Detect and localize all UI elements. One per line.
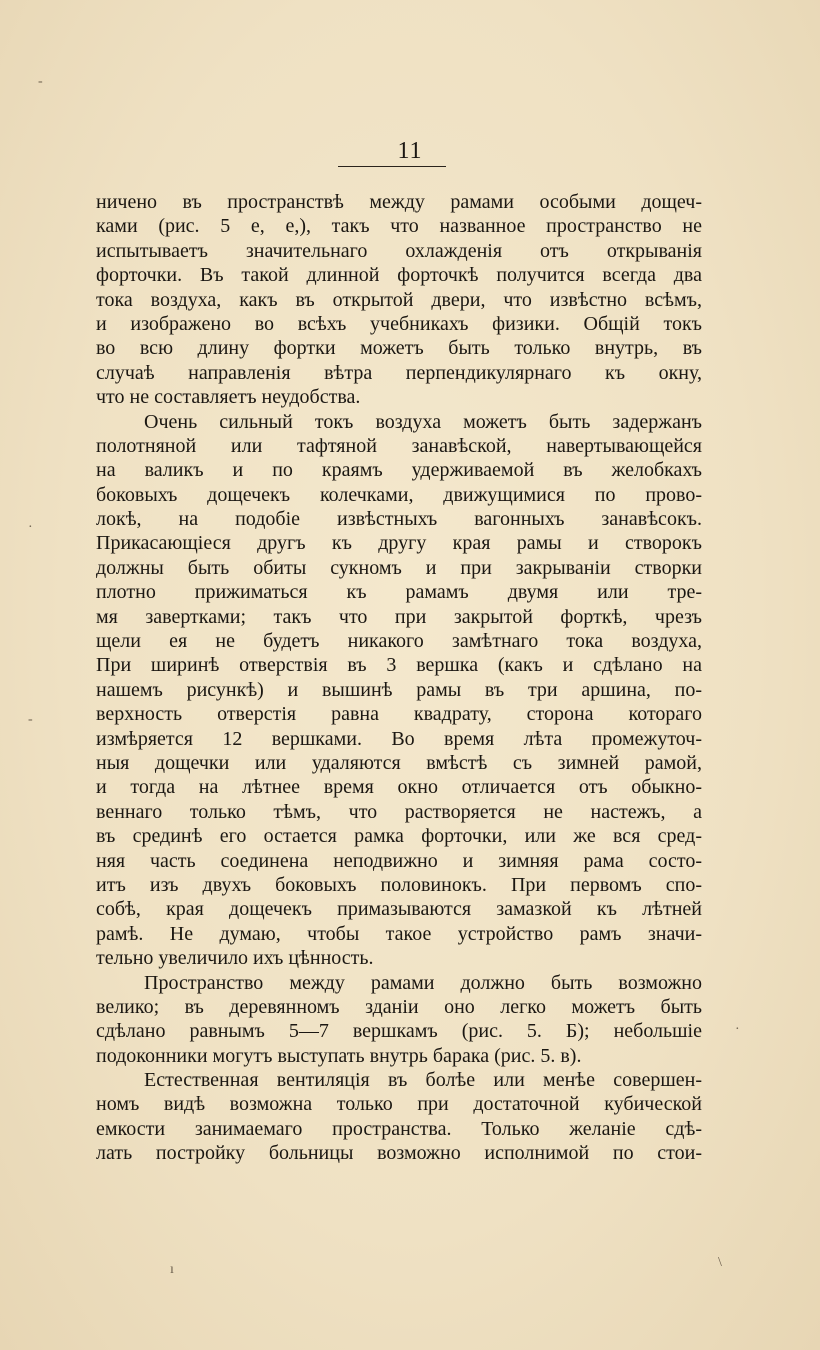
text-line: ныя дощечки или удаляются вмѣстѣ съ зимней рамой, (96, 751, 702, 774)
text-line: номъ видѣ возможна только при достаточной кубической (96, 1093, 702, 1116)
text-line: ками (рис. 5 е, е,), такъ что названное пространство не (96, 215, 702, 238)
text-line: рамѣ. Не думаю, чтобы такое устройство рамъ значи- (96, 922, 702, 945)
text-line: мя завертками; такъ что при закрытой форткѣ, чрезъ (96, 605, 702, 628)
speck-mark: ı (170, 1262, 174, 1277)
text-line: и изображено во всѣхъ учебникахъ физики. Общій токъ (96, 312, 702, 335)
text-line: веннаго только тѣмъ, что растворяется не настежъ, а (96, 800, 702, 823)
header-rule (338, 166, 446, 167)
text-line: въ срединѣ его остается рамка форточки, или же вся сред- (96, 825, 702, 848)
text-line: Очень сильный токъ воздуха можетъ быть задержанъ (144, 410, 702, 433)
text-line: собѣ, края дощечекъ примазываются замазкой къ лѣтней (96, 898, 702, 921)
text-line: что не составляетъ неудобства. (96, 386, 361, 409)
text-line: верхность отверстія равна квадрату, сторона котораго (96, 703, 702, 726)
text-line: случаѣ направленія вѣтра перпендикулярнаго къ окну, (96, 361, 702, 384)
text-line: ничено въ пространствѣ между рамами особыми дощеч- (96, 191, 702, 213)
speck-mark: · (28, 520, 33, 535)
text-line: боковыхъ дощечекъ колечками, движущимися по прово- (96, 483, 702, 506)
speck-mark: ‐ (28, 712, 33, 727)
text-line: итъ изъ двухъ боковыхъ половинокъ. При первомъ спо- (96, 873, 702, 896)
text-line: велико; въ деревянномъ зданіи оно легко можетъ быть (96, 995, 702, 1018)
text-line: испытываетъ значительнаго охлажденія отъ открыванія (96, 239, 702, 262)
text-line: форточки. Въ такой длинной форточкѣ получится всегда два (96, 264, 702, 287)
text-line: При ширинѣ отверствія въ 3 вершка (какъ и сдѣлано на (96, 654, 702, 677)
text-line: должны быть обиты сукномъ и при закрываніи створки (96, 556, 702, 579)
text-line: локѣ, на подобіе извѣстныхъ вагонныхъ занавѣсокъ. (96, 508, 702, 531)
text-line: плотно прижиматься къ рамамъ двумя или тре- (96, 581, 702, 604)
text-line: щели ея не будетъ никакого замѣтнаго тока воздуха, (96, 630, 702, 653)
text-line: Естественная вентиляція въ болѣе или менѣе совершен- (144, 1069, 702, 1092)
text-line: тельно увеличило ихъ цѣнность. (96, 947, 374, 970)
text-line: Пространство между рамами должно быть возможно (144, 971, 702, 994)
speck-mark: \ (718, 1255, 722, 1270)
speck-mark: ‐ (38, 74, 43, 89)
text-line: нашемъ рисункѣ) и вышинѣ рамы въ три аршина, по- (96, 678, 702, 701)
page-number: 11 (397, 138, 423, 164)
text-line: сдѣлано равнымъ 5—7 вершкамъ (рис. 5. Б); небольшіе (96, 1020, 702, 1043)
text-line: полотняной или тафтяной занавѣской, навертывающейся (96, 434, 702, 457)
text-line: тока воздуха, какъ въ открытой двери, что извѣстно всѣмъ, (96, 288, 702, 311)
text-line: няя часть соединена неподвижно и зимняя рама состо- (96, 849, 702, 872)
text-line: емкости занимаемаго пространства. Только желаніе сдѣ- (96, 1117, 702, 1140)
text-line: Прикасающіеся другъ къ другу края рамы и створокъ (96, 532, 702, 555)
text-line: и тогда на лѣтнее время окно отличается отъ обыкно- (96, 776, 702, 799)
text-line: лать постройку больницы возможно исполнимой по стои- (96, 1142, 702, 1165)
speck-mark: · (735, 1022, 740, 1037)
body-text (96, 190, 702, 1166)
text-line: измѣряется 12 вершками. Во время лѣта промежуточ- (96, 727, 702, 750)
text-line: во всю длину фортки можетъ быть только внутрь, въ (96, 337, 702, 360)
text-line: подоконники могутъ выступать внутрь барака (рис. 5. в). (96, 1044, 582, 1067)
text-line: на валикъ и по краямъ удерживаемой въ желобкахъ (96, 459, 702, 482)
